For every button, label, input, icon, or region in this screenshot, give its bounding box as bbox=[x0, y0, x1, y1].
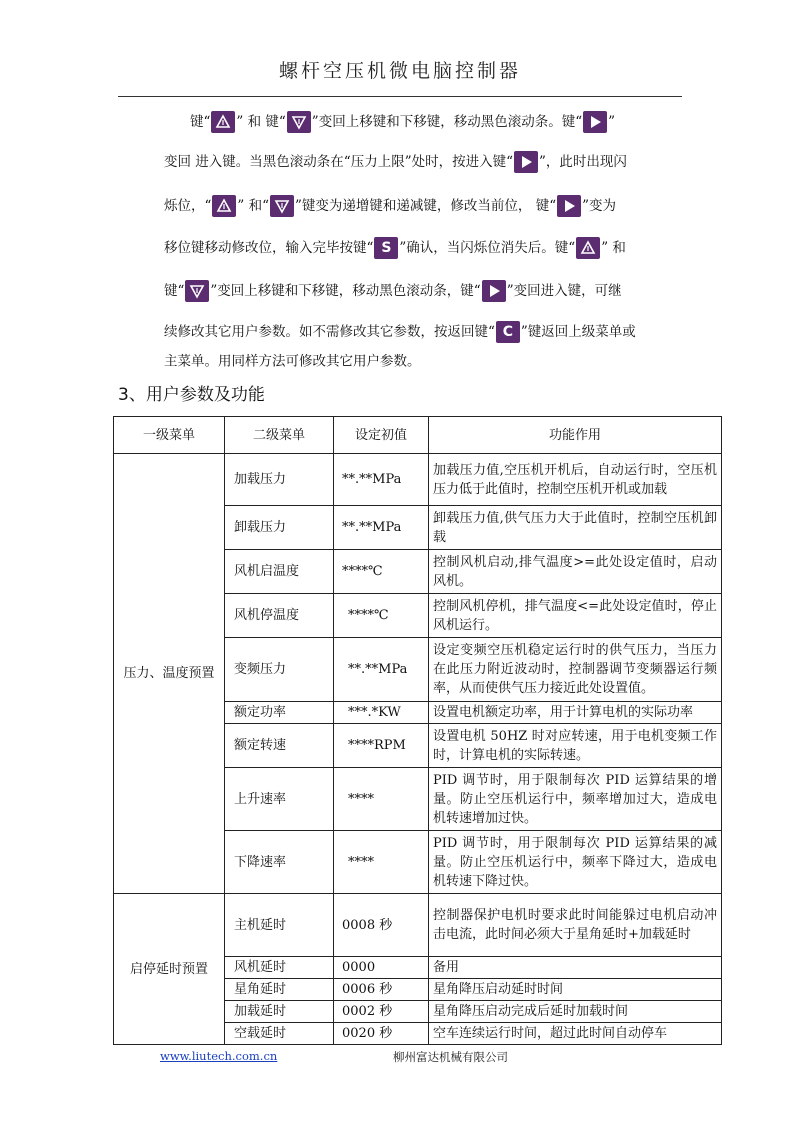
table-header-cell: 一级菜单 bbox=[114, 417, 225, 454]
init-cell: **.**MPa bbox=[334, 638, 429, 702]
init-cell: 0000 bbox=[334, 957, 429, 979]
para-line-7 bbox=[164, 351, 734, 372]
func-cell: 加载压力值,空压机开机后，自动运行时，空压机压力低于此值时，控制空压机开机或加载 bbox=[429, 454, 722, 506]
text: ” 和 键“ bbox=[236, 114, 286, 130]
init-cell: ***.*KW bbox=[334, 702, 429, 724]
up-key-icon bbox=[576, 237, 600, 259]
init-cell: **** bbox=[334, 768, 429, 831]
text: ”变回进入键，可继 bbox=[506, 283, 622, 299]
text: ”，此时出现闪 bbox=[539, 154, 627, 170]
down-key-icon bbox=[287, 111, 311, 133]
init-cell: 0008 秒 bbox=[334, 894, 429, 957]
enter-key-icon bbox=[557, 195, 581, 217]
text: ”键返回上级菜单或 bbox=[520, 324, 636, 340]
func-cell: 控制器保护电机时要求此时间能躲过电机启动冲击电流，此时间必须大于星角延时+加载延时 bbox=[429, 894, 722, 957]
group-cell: 压力、温度预置 bbox=[114, 454, 225, 894]
para-line-1 bbox=[190, 111, 760, 133]
init-cell: **.**MPa bbox=[334, 454, 429, 506]
page-header-title: 螺杆空压机微电脑控制器 bbox=[278, 60, 521, 82]
func-cell: 空车连续运行时间，超过此时间自动停车 bbox=[429, 1023, 722, 1045]
func-cell: 备用 bbox=[429, 957, 722, 979]
func-cell: 设定变频空压机稳定运行时的供气压力，当压力在此压力附近波动时，控制器调节变频器运行频率，从而使供气压力接近此处设置值。 bbox=[429, 638, 722, 702]
confirm-key-icon bbox=[374, 237, 398, 259]
confirm-key-label: S bbox=[381, 240, 392, 256]
menu-cell: 加载压力 bbox=[225, 454, 334, 506]
text: 烁位，“ bbox=[164, 198, 212, 214]
text: 主菜单。用同样方法可修改其它用户参数。 bbox=[164, 353, 421, 370]
menu-cell: 空载延时 bbox=[225, 1023, 334, 1045]
func-cell: 控制风机启动,排气温度>=此处设定值时，启动风机。 bbox=[429, 550, 722, 594]
func-cell: 星角降压启动延时时间 bbox=[429, 979, 722, 1001]
para-line-3 bbox=[164, 195, 734, 217]
table-row bbox=[114, 454, 722, 506]
init-cell: 0020 秒 bbox=[334, 1023, 429, 1045]
header-divider bbox=[118, 96, 682, 97]
menu-cell: 卸载压力 bbox=[225, 506, 334, 550]
para-line-4 bbox=[164, 237, 734, 259]
menu-cell: 额定功率 bbox=[225, 702, 334, 724]
table-header-row bbox=[114, 417, 722, 454]
text: ”变为 bbox=[582, 198, 617, 214]
init-cell: **** bbox=[334, 831, 429, 894]
menu-cell: 变频压力 bbox=[225, 638, 334, 702]
up-key-icon bbox=[211, 111, 235, 133]
down-key-icon bbox=[185, 280, 209, 302]
menu-cell: 下降速率 bbox=[225, 831, 334, 894]
group-cell: 启停延时预置 bbox=[114, 894, 225, 1045]
enter-key-icon bbox=[583, 111, 607, 133]
text: ”键变为递增键和递减键，修改当前位， 键“ bbox=[295, 198, 557, 214]
back-key-icon bbox=[496, 321, 520, 343]
text: 键“ bbox=[190, 114, 211, 130]
up-key-icon bbox=[212, 195, 236, 217]
init-cell: **.**MPa bbox=[334, 506, 429, 550]
init-cell: 0002 秒 bbox=[334, 1001, 429, 1023]
text: ” 和 bbox=[601, 240, 626, 256]
text: 移位键移动修改位，输入完毕按键“ bbox=[164, 240, 374, 256]
enter-key-icon bbox=[482, 280, 506, 302]
init-cell: 0006 秒 bbox=[334, 979, 429, 1001]
para-line-2 bbox=[164, 151, 734, 173]
table-row bbox=[114, 894, 722, 957]
menu-cell: 风机延时 bbox=[225, 957, 334, 979]
func-cell: PID 调节时，用于限制每次 PID 运算结果的增量。防止空压机运行中，频率增加过大，造成电机转速增加过快。 bbox=[429, 768, 722, 831]
enter-key-icon bbox=[514, 151, 538, 173]
init-cell: ****℃ bbox=[334, 550, 429, 594]
text: ” 和“ bbox=[237, 198, 270, 214]
table-header-cell: 二级菜单 bbox=[225, 417, 334, 454]
func-cell: 设置电机额定功率，用于计算电机的实际功率 bbox=[429, 702, 722, 724]
text: 续修改其它用户参数。如不需修改其它参数，按返回键“ bbox=[164, 324, 495, 340]
text: ”确认，当闪烁位消失后。键“ bbox=[399, 240, 576, 256]
footer-website-link[interactable]: www.liutech.com.cn bbox=[160, 1049, 278, 1063]
text: ”变回上移键和下移键，移动黑色滚动条。键“ bbox=[311, 114, 583, 130]
menu-cell: 上升速率 bbox=[225, 768, 334, 831]
func-cell: PID 调节时，用于限制每次 PID 运算结果的减量。防止空压机运行中，频率下降过大，造成电机转速下降过快。 bbox=[429, 831, 722, 894]
menu-cell: 额定转速 bbox=[225, 724, 334, 768]
back-key-label: C bbox=[502, 324, 514, 340]
para-line-6 bbox=[164, 321, 734, 343]
text: ” bbox=[608, 114, 616, 130]
footer-company-name: 柳州富达机械有限公司 bbox=[393, 1050, 508, 1064]
down-key-icon bbox=[270, 195, 294, 217]
text: 变回 进入键。当黑色滚动条在“压力上限”处时，按进入键“ bbox=[164, 154, 513, 170]
table-header-cell: 设定初值 bbox=[334, 417, 429, 454]
text: ”变回上移键和下移键，移动黑色滚动条，键“ bbox=[210, 283, 481, 299]
init-cell: ****℃ bbox=[334, 594, 429, 638]
func-cell: 控制风机停机，排气温度<=此处设定值时，停止风机运行。 bbox=[429, 594, 722, 638]
section-title: 3、用户参数及功能 bbox=[118, 385, 265, 405]
text: 键“ bbox=[164, 283, 185, 299]
table-header-cell: 功能作用 bbox=[429, 417, 722, 454]
menu-cell: 风机停温度 bbox=[225, 594, 334, 638]
menu-cell: 星角延时 bbox=[225, 979, 334, 1001]
func-cell: 设置电机 50HZ 时对应转速，用于电机变频工作时，计算电机的实际转速。 bbox=[429, 724, 722, 768]
func-cell: 卸载压力值,供气压力大于此值时，控制空压机卸载 bbox=[429, 506, 722, 550]
menu-cell: 风机启温度 bbox=[225, 550, 334, 594]
para-line-5 bbox=[164, 280, 734, 302]
menu-cell: 加载延时 bbox=[225, 1001, 334, 1023]
init-cell: ****RPM bbox=[334, 724, 429, 768]
func-cell: 星角降压启动完成后延时加载时间 bbox=[429, 1001, 722, 1023]
menu-cell: 主机延时 bbox=[225, 894, 334, 957]
params-table bbox=[113, 416, 722, 1045]
